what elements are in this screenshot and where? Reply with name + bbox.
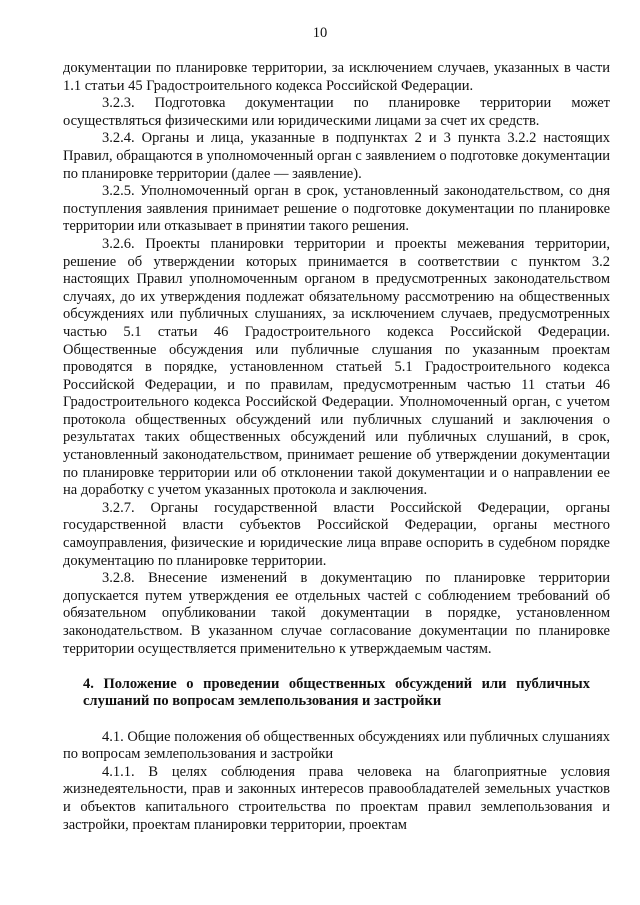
- paragraph-4-1-1: 4.1.1. В целях соблюдения права человека на благоприятные условия жизнедеятельности, прав и законных интересов правообладателей земельных участков и объектов капитального строительства по проектам правил землепользования и застройки, проектам планировки территории, проектам: [63, 763, 610, 833]
- paragraph-3-2-3: 3.2.3. Подготовка документации по планировке территории может осуществляться физическими или юридическими лицами за счет их средств.: [63, 95, 610, 129]
- section-4-heading: 4. Положение о проведении общественных обсуждений или публичных слушаний по вопросам землепользования и застройки: [83, 675, 590, 710]
- spacer: [63, 658, 610, 676]
- spacer: [63, 711, 610, 729]
- document-body: [63, 60, 610, 834]
- page-number: 10: [312, 25, 328, 41]
- paragraph-3-2-8: 3.2.8. Внесение изменений в документацию по планировке территории допускается путем утверждения ее отдельных частей с соблюдением требований об обязательном опубликовании такой документации в порядке, установленном законодательством. В указанном случае согласование документации по планировке территории осуществляется применительно к утверждаемым частям.: [63, 570, 610, 657]
- paragraph-3-2-6: 3.2.6. Проекты планировки территории и проекты межевания территории, решение об утверждении которых принимается в соответствии с пунктом 3.2 настоящих Правил уполномоченным органом в предусмотренных законодательством случаях, до их утверждения подлежат обязательному рассмотрению на общественных обсуждениях или публичных слушаниях, за исключением случаев, предусмотренных частью 5.1 статьи 46 Градостроительного кодекса Российской Федерации. Общественные обсуждения или публичные слушания по указанным проектам проводятся в порядке, установленном статьей 5.1 Градостроительного кодекса Российской Федерации, и по правилам, предусмотренным частью 11 статьи 46 Градостроительного кодекса Российской Федерации. Уполномоченный орган, с учетом протокола общественных обсуждений или публичных слушаний и заключения о результатах таких общественных обсуждений или публичных слушаний, в срок, установленный законодательством, принимает решение об утверждении документации по планировке территории или об отклонении такой документации и о направлении ее на доработку с учетом указанных протокола и заключения.: [63, 235, 610, 499]
- paragraph-3-2-5: 3.2.5. Уполномоченный орган в срок, установленный законодательством, со дня поступления заявления принимает решение о подготовке документации по планировке территории или отказывает в принятии такого решения.: [63, 183, 610, 235]
- paragraph-continuation: документации по планировке территории, за исключением случаев, указанных в части 1.1 статьи 45 Градостроительного кодекса Российской Федерации.: [63, 60, 610, 94]
- paragraph-3-2-7: 3.2.7. Органы государственной власти Российской Федерации, органы государственной власти субъектов Российской Федерации, органы местного самоуправления, физические и юридические лица вправе оспорить в судебном порядке документацию по планировке территории.: [63, 499, 610, 569]
- paragraph-3-2-4: 3.2.4. Органы и лица, указанные в подпунктах 2 и 3 пункта 3.2.2 настоящих Правил, обращаются в уполномоченный орган с заявлением о подготовке документации по планировке территории (далее — заявление).: [63, 130, 610, 182]
- paragraph-4-1: 4.1. Общие положения об общественных обсуждениях или публичных слушаниях по вопросам землепользования и застройки: [63, 728, 610, 763]
